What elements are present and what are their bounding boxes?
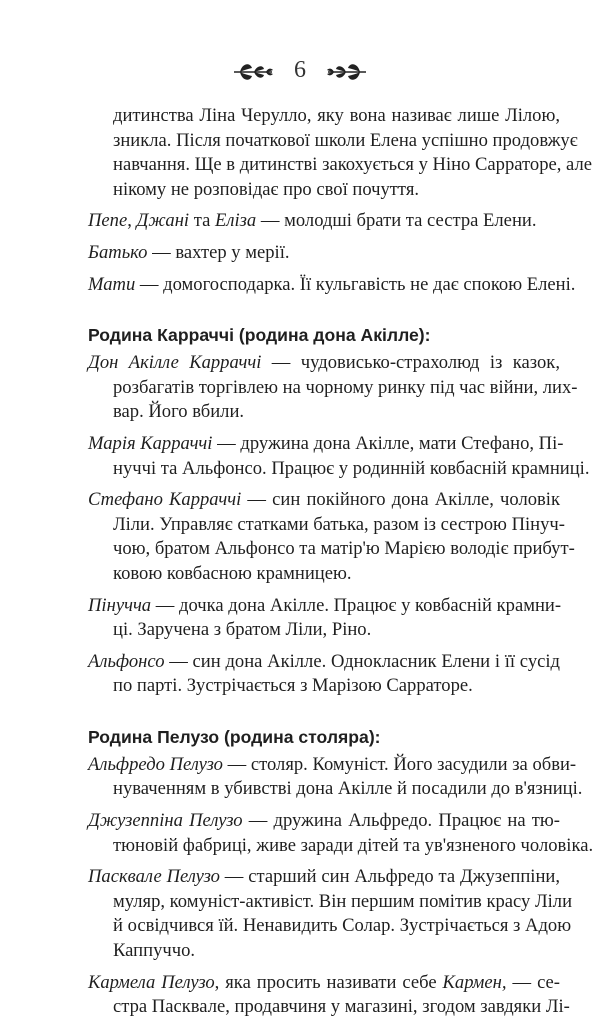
character-name: Альфонсо: [88, 650, 165, 672]
page-body: [88, 104, 594, 1020]
text-line: нуваченням в убивстві дона Акілле й посадили до в'язниці.: [113, 778, 583, 800]
text-line: зникла. Після початкової школи Елена успішно продовжує: [113, 129, 578, 151]
character-name: Стефано Карраччі: [88, 489, 242, 511]
text-line: ці. Заручена з братом Ліли, Ріно.: [113, 619, 372, 641]
character-entry: [88, 809, 594, 858]
character-description: — домогосподарка. Її кульгавість не дає спокою Елені.: [135, 273, 576, 295]
character-name: Марія Карраччі: [88, 432, 213, 454]
character-description: — дочка дона Акілле. Працює у ковбасній крамни-: [151, 594, 562, 616]
character-name: Кармела Пелузо: [88, 971, 215, 993]
character-entry: [88, 488, 575, 586]
character-description: — син покійного дона Акілле, чоловік: [241, 489, 560, 511]
character-entry: [88, 865, 573, 963]
separator: та: [189, 210, 216, 232]
character-name: Батько: [88, 241, 148, 263]
paragraph-continuation: [88, 104, 592, 202]
text-line: нікому не розповідає про свої почуття.: [113, 178, 420, 200]
leaf-sprig-ornament-left-icon: [232, 59, 276, 85]
text-line: тюновій фабриці, живе заради дітей та ув'язненого чоловіка.: [113, 834, 594, 856]
leaf-sprig-ornament-right-icon: [324, 59, 368, 85]
character-entry: [88, 241, 560, 266]
section-heading-carracci: Родина Карраччі (родина дона Акілле):: [88, 325, 431, 346]
text-line: муляр, комуніст-активіст. Він першим помітив красу Ліли: [113, 890, 573, 912]
text-line: [88, 865, 560, 890]
section-heading-peluso: Родина Пелузо (родина столяра):: [88, 726, 381, 747]
text-line: дитинства Ліна Черулло, яку вона називає лише Лілою,: [113, 105, 560, 126]
text-line: [88, 650, 560, 675]
character-name: Дон Акілле Карраччі: [88, 352, 262, 374]
separator: ,: [127, 210, 137, 232]
character-description: — дружина Альфредо. Працює на тю-: [242, 810, 560, 832]
character-description: — се-: [506, 971, 560, 993]
text-line: [88, 273, 576, 298]
page-number: 6: [294, 57, 306, 83]
character-name: Джузеппіна Пелузо: [88, 810, 243, 832]
character-entry: [88, 273, 576, 298]
character-entry: [88, 209, 560, 234]
text-line: [88, 209, 560, 234]
text-line: нуччі та Альфонсо. Працює у родинній ковбасній крамниці.: [113, 457, 590, 479]
text-line: чою, братом Альфонсо та матір'ю Марією володіє прибут-: [113, 538, 575, 560]
text-line: [88, 809, 560, 834]
character-description: — дружина дона Акілле, мати Стефано, Пі-: [212, 432, 564, 454]
character-name: Альфредо Пелузо: [88, 753, 223, 775]
character-description: , яка просить називати себе: [214, 971, 443, 993]
text-line: розбагатів торгівлею на чорному ринку під час війни, лих-: [113, 376, 578, 398]
character-name: Джані: [136, 210, 190, 232]
character-name: Пасквале Пелузо: [88, 866, 220, 888]
text-line: й освідчився їй. Ненавидить Солар. Зустрічається з Адою: [113, 915, 572, 937]
character-entry: [88, 753, 583, 802]
text-line: [88, 351, 560, 376]
text-line: по парті. Зустрічається з Марізою Сарраторе.: [113, 675, 473, 697]
character-description: — син дона Акілле. Однокласник Елени і її сусід: [164, 650, 560, 672]
page-header: [0, 55, 600, 89]
character-description: — чудовисько-страхолюд із казок,: [261, 352, 560, 374]
character-entry: [88, 594, 560, 643]
character-description: — вахтер у мерії.: [147, 241, 290, 263]
text-line: стра Пасквале, продавчиня у магазині, згодом завдяки Лі-: [113, 996, 570, 1018]
character-entry: [88, 650, 560, 699]
character-description: — молодші брати та сестра Елени.: [256, 210, 537, 232]
character-description: — столяр. Комуніст. Його засудили за обви-: [222, 753, 577, 775]
character-name: Кармен,: [442, 971, 507, 993]
character-description: — старший син Альфредо та Джузеппіни,: [219, 866, 560, 888]
text-line: [88, 241, 560, 266]
text-line: [88, 432, 564, 457]
character-entry: [88, 432, 590, 481]
character-entry: [88, 351, 578, 425]
text-line: навчання. Ще в дитинстві закохується у Ніно Сарраторе, але: [113, 154, 592, 176]
character-name: Мати: [88, 273, 136, 295]
character-name: Пінучча: [88, 594, 152, 616]
text-line: [88, 594, 560, 619]
text-line: Каппуччо.: [113, 940, 196, 962]
text-line: Ліли. Управляє статками батька, разом із сестрою Пінуч-: [113, 513, 565, 535]
text-line: ковою ковбасною крамницею.: [113, 562, 352, 584]
character-name: Пепе: [88, 210, 128, 232]
text-line: вар. Його вбили.: [113, 401, 245, 423]
character-entry: [88, 971, 570, 1020]
character-name: Еліза: [215, 210, 257, 232]
text-line: [88, 753, 577, 778]
text-line: [88, 971, 560, 996]
text-line: [88, 488, 560, 513]
